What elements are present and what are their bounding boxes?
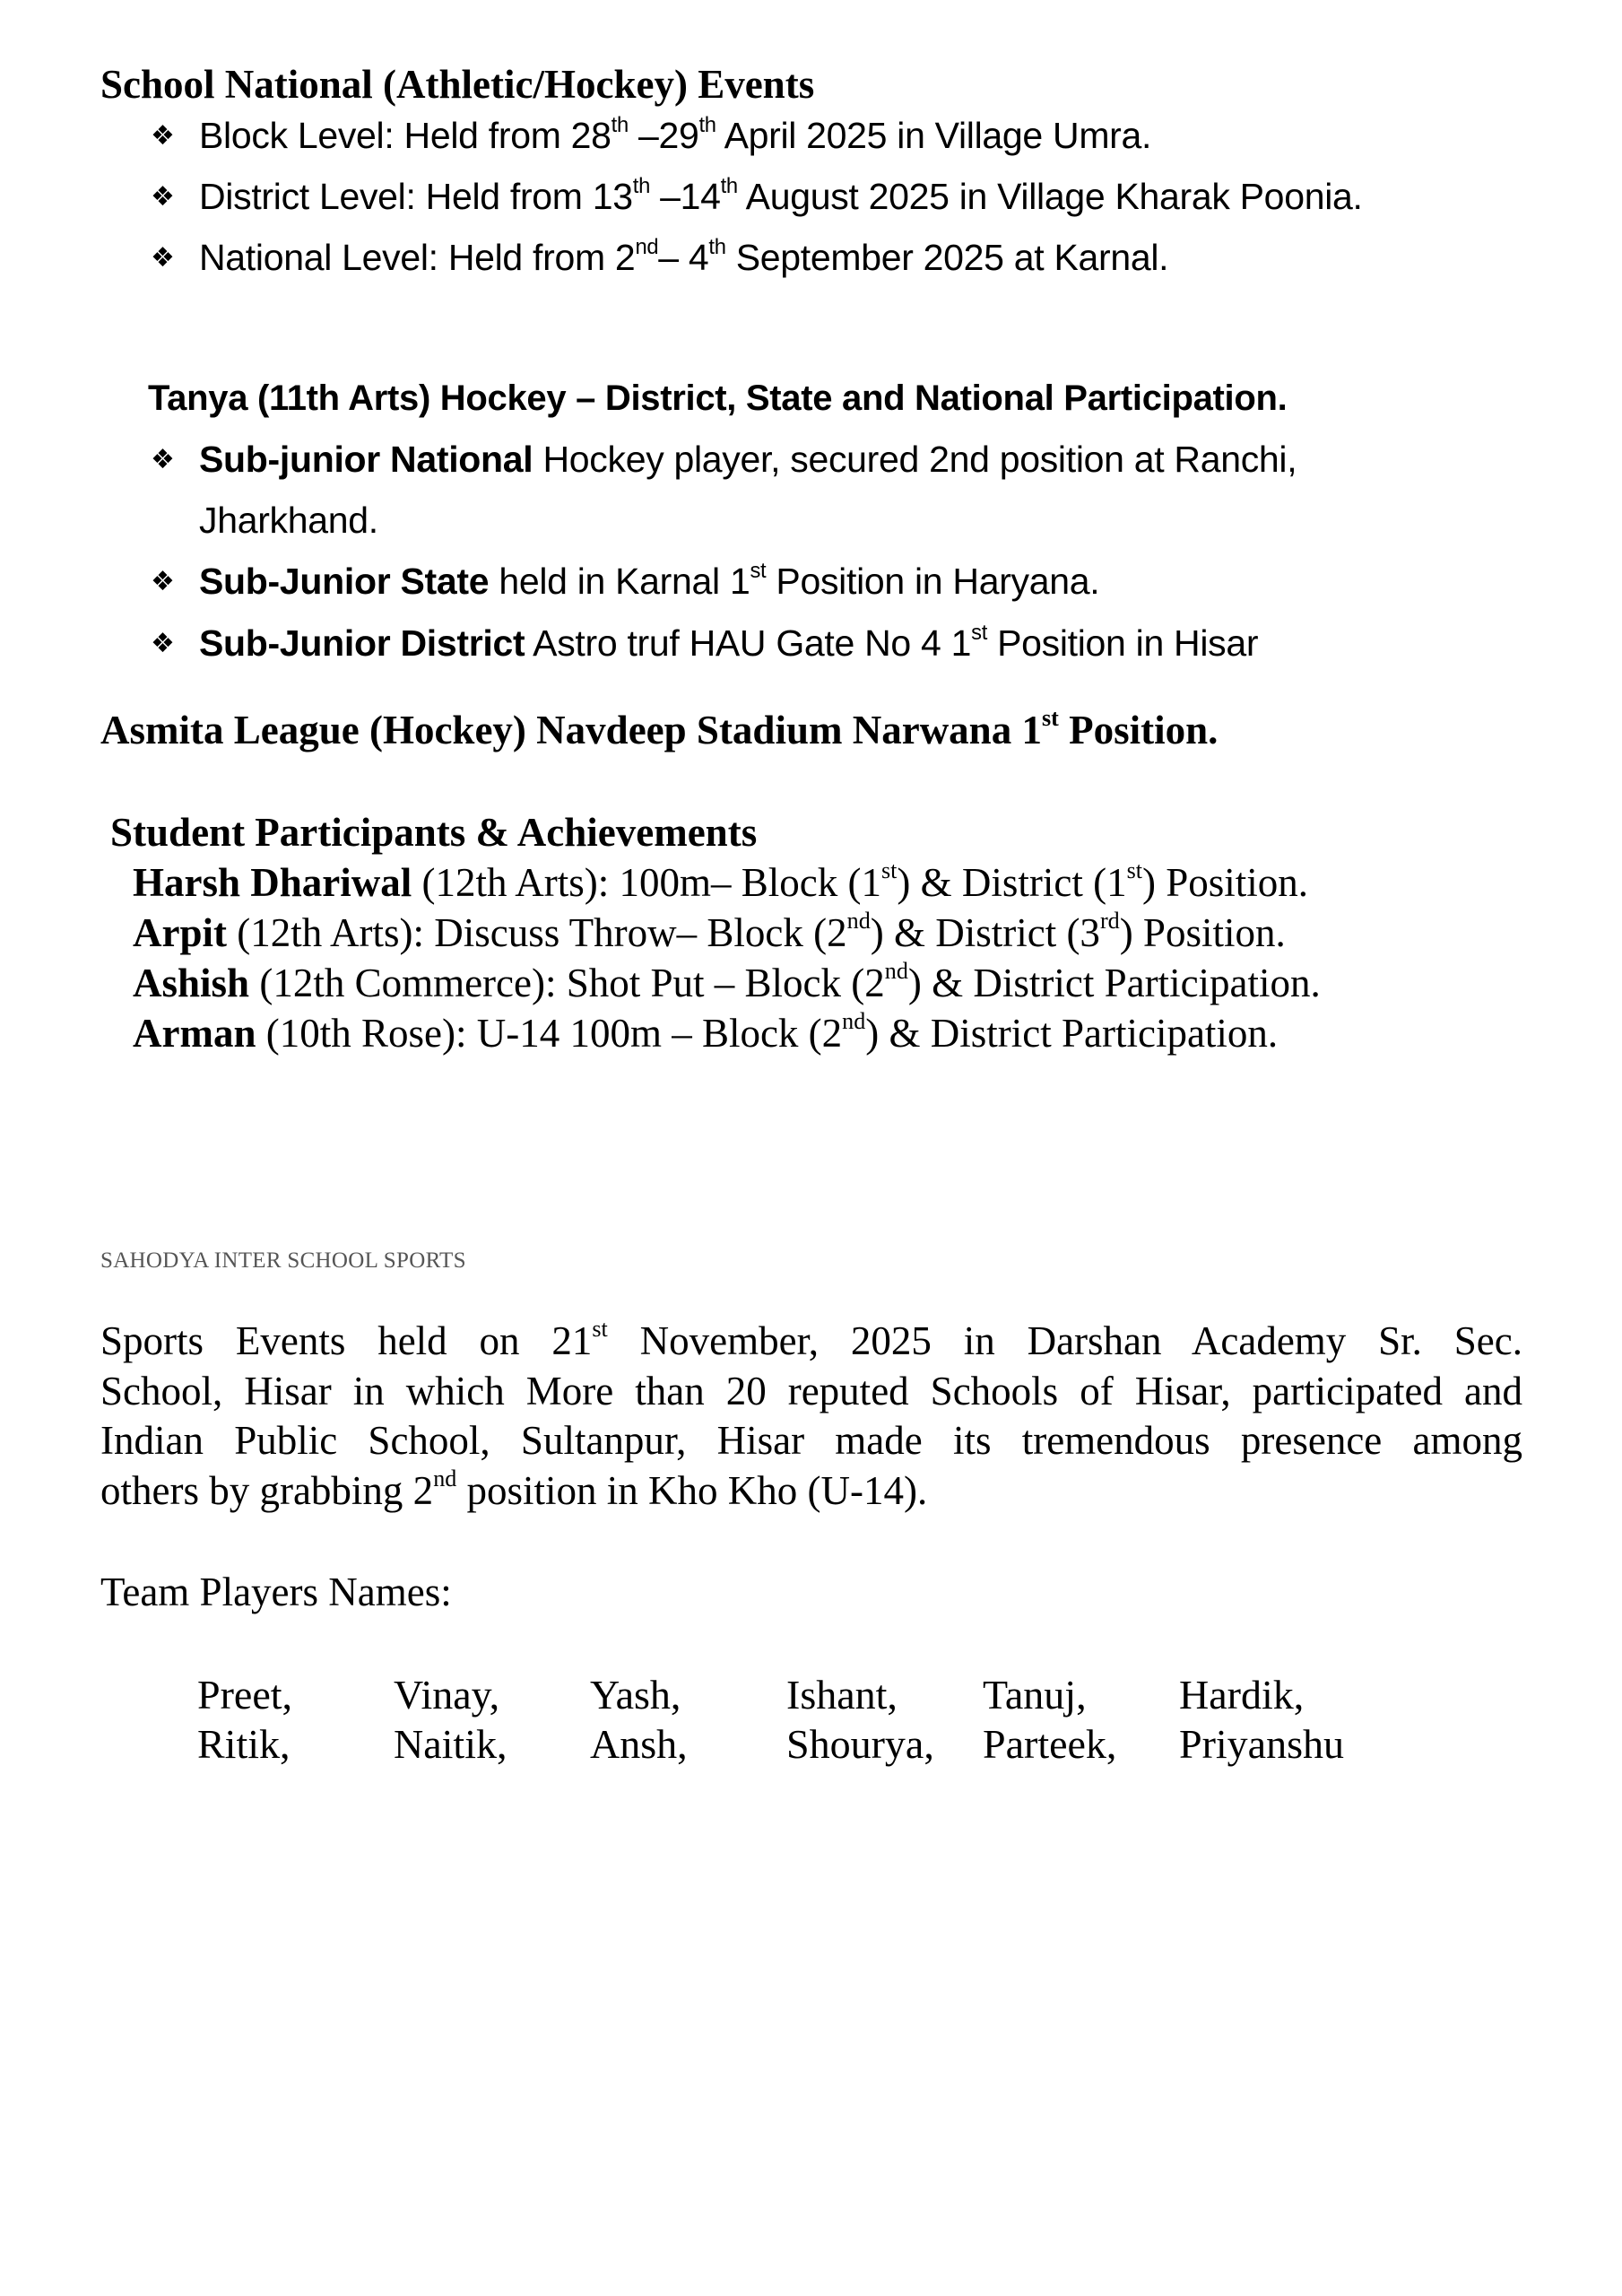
item-text: held in Karnal 1	[489, 561, 750, 602]
item-text: District Level: Held from 13	[199, 176, 633, 217]
item-text: – 4	[658, 237, 709, 278]
paragraph-line: School, Hisar in which More than 20 reputed Schools of Hisar, participated and	[100, 1368, 1522, 1413]
heading-school-national: School National (Athletic/Hockey) Events	[100, 62, 815, 107]
ordinal-sup: st	[1041, 705, 1059, 732]
student-name: Arman	[133, 1011, 256, 1056]
heading-tanya: Tanya (11th Arts) Hockey – District, State and National Participation.	[148, 378, 1288, 418]
item-bold-label: Sub-Junior District	[199, 622, 525, 664]
student-row	[133, 908, 1286, 955]
ordinal-sup: st	[592, 1316, 608, 1343]
ordinal-sup: nd	[884, 958, 908, 985]
ordinal-sup: st	[1126, 857, 1142, 884]
list-item-sub-junior-district	[151, 620, 1259, 664]
student-row	[133, 857, 1309, 905]
heading-text: Asmita League (Hockey) Navdeep Stadium Narwana 1	[100, 708, 1042, 752]
paragraph-line	[100, 1466, 1522, 1517]
player-name: Parteek,	[983, 1721, 1117, 1767]
ordinal-sup: nd	[842, 1008, 866, 1035]
ordinal-sup: nd	[846, 908, 871, 935]
student-detail: ) Position.	[1142, 860, 1309, 905]
student-name: Harsh Dhariwal	[133, 860, 412, 905]
item-text: Position in Haryana.	[766, 561, 1100, 602]
players-row	[197, 1719, 1375, 1769]
player-name: Vinay,	[394, 1672, 500, 1718]
ordinal-sup: th	[708, 234, 726, 259]
paragraph-line: Indian Public School, Sultanpur, Hisar made its tremendous presence among	[100, 1418, 1522, 1463]
student-detail: ) & District Participation.	[865, 1011, 1279, 1056]
student-name: Ashish	[133, 961, 250, 1005]
diamond-bullet-icon: ❖	[151, 182, 175, 212]
diamond-bullet-icon: ❖	[151, 121, 175, 151]
player-name: Ritik,	[197, 1721, 291, 1767]
student-detail: (12th Arts): Discuss Throw– Block (2	[227, 910, 847, 955]
player-name: Ansh,	[590, 1721, 688, 1767]
student-detail: (10th Rose): U-14 100m – Block (2	[256, 1011, 843, 1056]
item-text: National Level: Held from 2	[199, 237, 636, 278]
item-text: Hockey player, secured 2nd position at Ranchi,	[533, 439, 1297, 480]
ordinal-sup: st	[880, 857, 898, 884]
player-name: Yash,	[590, 1672, 681, 1718]
ordinal-sup: th	[720, 173, 738, 198]
student-detail: (12th Arts): 100m– Block (1	[412, 860, 881, 905]
ordinal-sup: nd	[433, 1465, 457, 1492]
heading-asmita-league	[100, 705, 1219, 752]
diamond-bullet-icon: ❖	[151, 567, 175, 596]
diamond-bullet-icon: ❖	[151, 445, 175, 474]
student-row	[133, 1008, 1279, 1056]
heading-text: Position.	[1058, 708, 1219, 752]
student-detail: ) & District (1	[897, 860, 1127, 905]
item-text: August 2025 in Village Kharak Poonia.	[737, 176, 1363, 217]
ordinal-sup: st	[971, 620, 987, 645]
item-bold-label: Sub-Junior State	[199, 561, 490, 602]
diamond-bullet-icon: ❖	[151, 629, 175, 658]
ordinal-sup: th	[632, 173, 650, 198]
paragraph-line	[100, 1317, 1522, 1367]
ordinal-sup: nd	[635, 234, 659, 259]
diamond-bullet-icon: ❖	[151, 243, 175, 273]
team-players-grid	[197, 1670, 1375, 1769]
player-name: Hardik,	[1179, 1672, 1305, 1718]
paragraph-text: others by grabbing 2	[100, 1467, 434, 1513]
paragraph-text: November, 2025 in Darshan Academy Sr. Sec.	[607, 1318, 1523, 1363]
item-text: Astro truf HAU Gate No 4 1	[525, 622, 972, 664]
item-text: –14	[650, 176, 721, 217]
student-name: Arpit	[133, 910, 227, 955]
item-text: –29	[628, 115, 699, 156]
player-name: Ishant,	[786, 1672, 898, 1718]
paragraph-text: Sports Events held on 21	[100, 1318, 593, 1363]
student-detail: (12th Commerce): Shot Put – Block (2	[249, 961, 885, 1005]
ordinal-sup: rd	[1099, 908, 1120, 935]
item-text: April 2025 in Village Umra.	[716, 115, 1152, 156]
player-name: Priyanshu	[1179, 1721, 1344, 1767]
player-name: Naitik,	[394, 1721, 507, 1767]
list-item-sub-junior-national	[151, 441, 1297, 478]
list-item-block-level	[151, 112, 1152, 156]
ordinal-sup: st	[750, 558, 767, 583]
student-detail: ) Position.	[1119, 910, 1286, 955]
player-name: Shourya,	[786, 1721, 934, 1767]
player-name: Preet,	[197, 1672, 293, 1718]
paragraph-text: position in Kho Kho (U-14).	[456, 1467, 928, 1513]
list-item-national-level	[151, 234, 1169, 278]
heading-student-participants: Student Participants & Achievements	[110, 810, 758, 855]
section-caption-sahodya: SAHODYA INTER SCHOOL SPORTS	[100, 1248, 466, 1273]
list-item-continuation: Jharkhand.	[199, 500, 378, 541]
ordinal-sup: th	[698, 112, 716, 137]
sahodya-paragraph	[100, 1317, 1522, 1516]
item-text: Block Level: Held from 28	[199, 115, 612, 156]
student-detail: ) & District (3	[870, 910, 1100, 955]
item-bold-label: Sub-junior National	[199, 439, 533, 480]
ordinal-sup: th	[611, 112, 629, 137]
item-text: September 2025 at Karnal.	[725, 237, 1169, 278]
student-detail: ) & District Participation.	[907, 961, 1321, 1005]
players-row	[197, 1670, 1375, 1719]
team-players-label: Team Players Names:	[100, 1570, 452, 1614]
player-name: Tanuj,	[983, 1672, 1087, 1718]
list-item-district-level	[151, 173, 1363, 217]
student-row	[133, 958, 1321, 1005]
list-item-sub-junior-state	[151, 558, 1100, 602]
item-text: Position in Hisar	[987, 622, 1259, 664]
